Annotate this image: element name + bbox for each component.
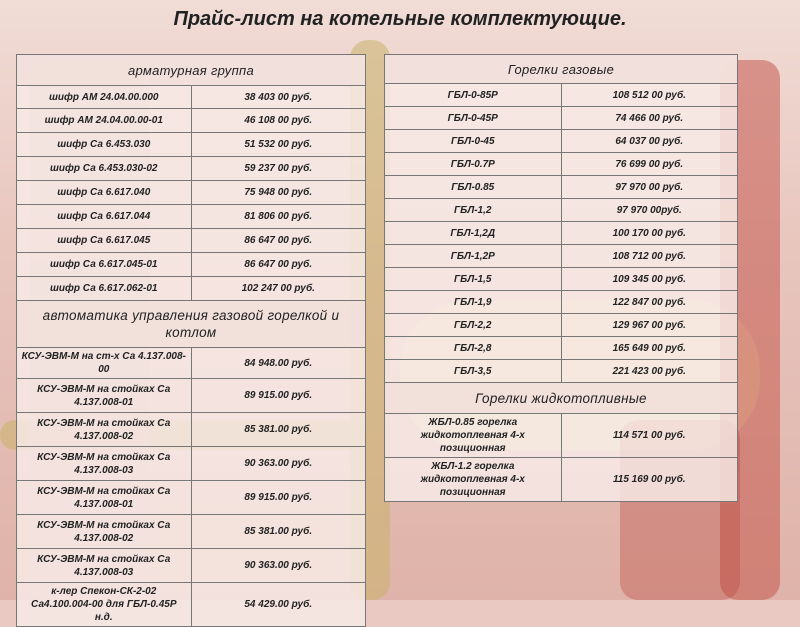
- table-row: [17, 549, 366, 583]
- table-row: [385, 222, 738, 245]
- table-row: [17, 205, 366, 229]
- product-name-cell: шифр Са 6.453.030-02: [17, 157, 192, 181]
- table-row: [385, 458, 738, 502]
- table-row: [385, 268, 738, 291]
- price-cell: 86 647 00 руб.: [191, 229, 366, 253]
- price-cell: 84 948.00 руб.: [191, 348, 366, 379]
- table-row: [17, 481, 366, 515]
- product-name-cell: ГБЛ-0-45Р: [385, 107, 562, 130]
- product-name-cell: ГБЛ-1,5: [385, 268, 562, 291]
- table-row: [385, 199, 738, 222]
- left-price-table: [16, 54, 366, 627]
- right-price-table: [384, 54, 738, 502]
- price-cell: 165 649 00 руб.: [561, 337, 738, 360]
- table-row: [17, 277, 366, 301]
- price-cell: 129 967 00 руб.: [561, 314, 738, 337]
- product-name-cell: ГБЛ-1,2Д: [385, 222, 562, 245]
- price-cell: 90 363.00 руб.: [191, 447, 366, 481]
- table-row: [385, 314, 738, 337]
- price-cell: 221 423 00 руб.: [561, 360, 738, 383]
- price-cell: 108 512 00 руб.: [561, 84, 738, 107]
- table-row: [385, 291, 738, 314]
- price-cell: 122 847 00 руб.: [561, 291, 738, 314]
- price-cell: 59 237 00 руб.: [191, 157, 366, 181]
- price-cell: 85 381.00 руб.: [191, 515, 366, 549]
- product-name-cell: КСУ-ЭВМ-М на стойках Са 4.137.008-03: [17, 549, 192, 583]
- price-cell: 114 571 00 руб.: [561, 414, 738, 458]
- price-cell: 115 169 00 руб.: [561, 458, 738, 502]
- table-row: [17, 109, 366, 133]
- price-cell: 97 970 00 руб.: [561, 176, 738, 199]
- product-name-cell: шифр АМ 24.04.00.00-01: [17, 109, 192, 133]
- section-heading: Горелки жидкотопливные: [385, 383, 738, 414]
- table-row: [17, 181, 366, 205]
- table-row: [17, 348, 366, 379]
- product-name-cell: КСУ-ЭВМ-М на стойках Са 4.137.008-01: [17, 379, 192, 413]
- price-cell: 86 647 00 руб.: [191, 253, 366, 277]
- product-name-cell: шифр АМ 24.04.00.000: [17, 86, 192, 109]
- table-row: [385, 414, 738, 458]
- product-name-cell: ЖБЛ-1.2 горелка жидкотоплевная 4-х позиционная: [385, 458, 562, 502]
- table-row: [385, 176, 738, 199]
- product-name-cell: шифр Са 6.617.040: [17, 181, 192, 205]
- price-cell: 54 429.00 руб.: [191, 583, 366, 627]
- product-name-cell: ГБЛ-0-45: [385, 130, 562, 153]
- product-name-cell: ГБЛ-2,8: [385, 337, 562, 360]
- product-name-cell: шифр Са 6.617.045-01: [17, 253, 192, 277]
- price-cell: 46 108 00 руб.: [191, 109, 366, 133]
- table-row: [17, 379, 366, 413]
- price-cell: 51 532 00 руб.: [191, 133, 366, 157]
- table-row: [17, 229, 366, 253]
- table-row: [17, 253, 366, 277]
- product-name-cell: КСУ-ЭВМ-М на стойках Са 4.137.008-03: [17, 447, 192, 481]
- table-row: [385, 84, 738, 107]
- product-name-cell: КСУ-ЭВМ-М на стойках Са 4.137.008-01: [17, 481, 192, 515]
- product-name-cell: КСУ-ЭВМ-М на стойках Са 4.137.008-02: [17, 413, 192, 447]
- product-name-cell: ГБЛ-1,9: [385, 291, 562, 314]
- product-name-cell: ГБЛ-1,2Р: [385, 245, 562, 268]
- price-cell: 97 970 00руб.: [561, 199, 738, 222]
- section-heading: Горелки газовые: [385, 55, 738, 84]
- table-row: [17, 413, 366, 447]
- table-row: [17, 447, 366, 481]
- table-row: [17, 86, 366, 109]
- price-cell: 108 712 00 руб.: [561, 245, 738, 268]
- table-row: [17, 157, 366, 181]
- price-cell: 100 170 00 руб.: [561, 222, 738, 245]
- product-name-cell: ГБЛ-1,2: [385, 199, 562, 222]
- table-row: [385, 130, 738, 153]
- table-row: [385, 107, 738, 130]
- table-row: [17, 133, 366, 157]
- product-name-cell: ГБЛ-0.7Р: [385, 153, 562, 176]
- page-title: Прайс-лист на котельные комплектующие.: [173, 8, 627, 30]
- product-name-cell: шифр Са 6.617.062-01: [17, 277, 192, 301]
- price-cell: 89 915.00 руб.: [191, 481, 366, 515]
- price-cell: 74 466 00 руб.: [561, 107, 738, 130]
- price-cell: 38 403 00 руб.: [191, 86, 366, 109]
- price-cell: 75 948 00 руб.: [191, 181, 366, 205]
- table-row: [385, 337, 738, 360]
- product-name-cell: ГБЛ-3,5: [385, 360, 562, 383]
- product-name-cell: шифр Са 6.617.045: [17, 229, 192, 253]
- price-cell: 109 345 00 руб.: [561, 268, 738, 291]
- price-cell: 64 037 00 руб.: [561, 130, 738, 153]
- table-row: [17, 515, 366, 549]
- price-cell: 85 381.00 руб.: [191, 413, 366, 447]
- product-name-cell: ЖБЛ-0.85 горелка жидкотоплевная 4-х позиционная: [385, 414, 562, 458]
- price-cell: 81 806 00 руб.: [191, 205, 366, 229]
- product-name-cell: ГБЛ-2,2: [385, 314, 562, 337]
- price-cell: 89 915.00 руб.: [191, 379, 366, 413]
- product-name-cell: КСУ-ЭВМ-М на ст-х Са 4.137.008-00: [17, 348, 192, 379]
- table-row: [385, 360, 738, 383]
- product-name-cell: к-лер Спекон-СК-2-02 Са4.100.004-00 для ГБЛ-0.45Р н.д.: [17, 583, 192, 627]
- product-name-cell: ГБЛ-0.85: [385, 176, 562, 199]
- price-cell: 90 363.00 руб.: [191, 549, 366, 583]
- product-name-cell: ГБЛ-0-85Р: [385, 84, 562, 107]
- table-row: [385, 153, 738, 176]
- price-cell: 102 247 00 руб.: [191, 277, 366, 301]
- table-row: [385, 245, 738, 268]
- section-heading: арматурная группа: [17, 55, 366, 86]
- product-name-cell: шифр Са 6.453.030: [17, 133, 192, 157]
- product-name-cell: КСУ-ЭВМ-М на стойках Са 4.137.008-02: [17, 515, 192, 549]
- table-row: [17, 583, 366, 627]
- price-cell: 76 699 00 руб.: [561, 153, 738, 176]
- section-heading: автоматика управления газовой горелкой и котлом: [17, 301, 366, 348]
- product-name-cell: шифр Са 6.617.044: [17, 205, 192, 229]
